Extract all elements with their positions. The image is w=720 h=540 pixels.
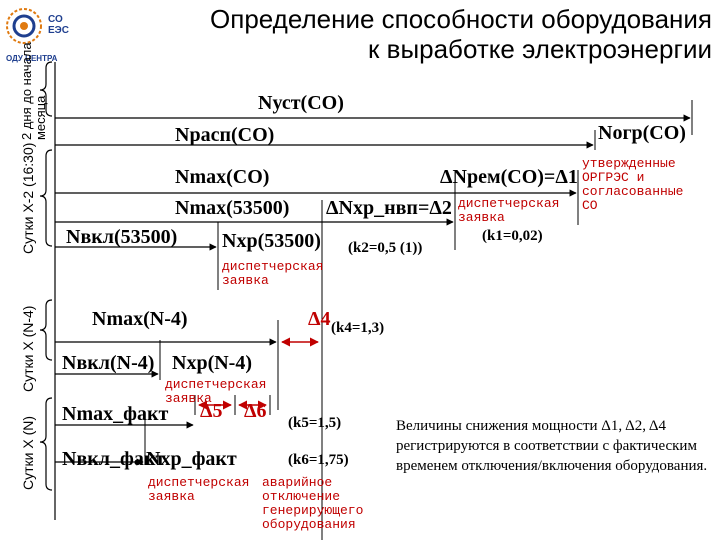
label-delta6: Δ6 [244, 400, 267, 422]
label-k4: (k4=1,3) [331, 320, 385, 336]
label-k5: (k5=1,5) [288, 415, 342, 431]
label-dn-xr-nvp: ΔNхр_нвп=Δ2 [326, 197, 452, 219]
label-n-rasp: Nрасп(СО) [175, 124, 275, 146]
label-n-xr-53500: Nхр(53500) [222, 230, 321, 252]
label-k1: (k1=0,02) [482, 228, 543, 244]
sidebar-label-day-n: Сутки Х (N) [20, 415, 36, 490]
logo-text: СО ЕЭС [48, 14, 70, 36]
label-n-max-n4: Nmax(N-4) [92, 308, 188, 330]
label-n-rem: ΔNрем(СО)=Δ1 [440, 166, 578, 188]
sidebar-label-day-x2: Сутки Х-2 (16:30) [20, 142, 36, 254]
sidebar-braces [40, 62, 52, 490]
label-n-vkl-53500: Nвкл(53500) [66, 226, 178, 248]
label-dispatch-2: диспетчерская заявка [222, 259, 324, 288]
label-delta4: Δ4 [308, 308, 331, 330]
label-emergency: аварийное отключение генерирующего оборудования [262, 475, 364, 532]
title-line-1: Определение способности оборудования [210, 4, 712, 34]
label-n-max-53500: Nmax(53500) [175, 197, 290, 219]
label-dispatch-4: диспетчерская заявка [148, 475, 250, 504]
label-n-ust: Nуст(СО) [258, 92, 344, 114]
label-dispatch-1: диспетчерская заявка [458, 196, 560, 225]
label-n-vkl-fact: Nвкл_факт [62, 448, 166, 470]
label-n-xr-n4: Nхр(N-4) [172, 352, 252, 374]
label-dispatch-3: диспетчерская заявка [165, 377, 267, 406]
label-k6: (k6=1,75) [288, 452, 349, 468]
label-delta5: Δ5 [200, 400, 223, 422]
label-k2: (k2=0,5 (1)) [348, 240, 423, 256]
sidebar-label-month-text: 2 дня до начала месяца [19, 42, 48, 140]
label-n-vkl-n4: Nвкл(N-4) [62, 352, 155, 374]
info-text: Величины снижения мощности Δ1, Δ2, Δ4 регистрируются в соответствии с фактическим временем отключения/включения оборудования. [396, 418, 708, 474]
label-n-xr-fact: Nхр_факт [146, 448, 237, 470]
label-n-ogr: Nогр(СО) [598, 122, 686, 144]
sidebar-label-day-n4: Сутки Х (N-4) [20, 305, 36, 392]
label-approved: утвержденные ОРГРЭС и согласованные СО [582, 156, 684, 213]
title-line-2: к выработке электроэнергии [368, 34, 712, 64]
logo-caption: ОДУ ЦЕНТРА [6, 54, 58, 63]
label-n-max-fact: Nmax_факт [62, 403, 169, 425]
label-n-max-co: Nmax(СО) [175, 166, 270, 188]
